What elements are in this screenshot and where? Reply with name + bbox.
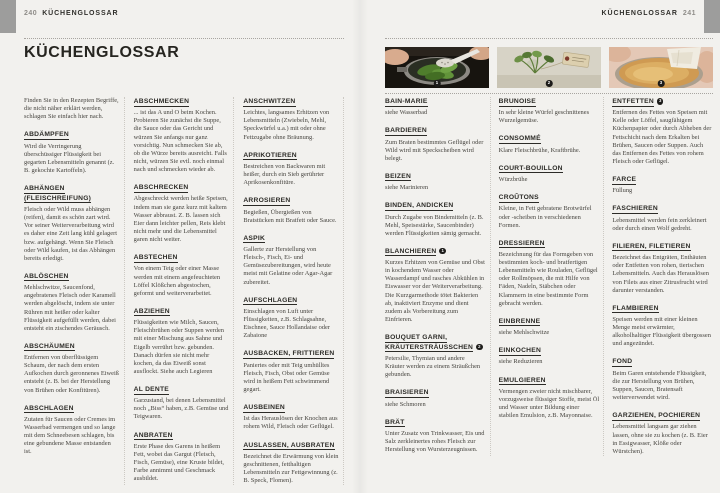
glossary-definition: siehe Wasserbad xyxy=(385,109,428,117)
glossary-columns-left xyxy=(24,97,344,485)
glossary-term xyxy=(385,418,486,428)
glossary-term-text: AUSLASSEN, AUSBRATEN xyxy=(243,441,335,449)
glossary-term xyxy=(612,204,713,214)
glossary-term-text: CROÛTONS xyxy=(498,194,539,202)
photo-ref-marker: 2 xyxy=(476,344,483,351)
glossary-term xyxy=(612,242,713,252)
glossary-definition: Bezeichnung für das Formgeben von bestimmten koch- und bratfertigen Lebensmitteln wie Rouladen, Geflügel oder Rollmöpsen, die mit Hilfe von Fäden, Nadeln, Stäbchen oder Klammern in eine bestimmte Form gebracht werden. xyxy=(498,250,598,307)
glossary-definition: siehe Schmoren xyxy=(385,400,426,408)
glossary-term-text: AUFSCHLAGEN xyxy=(243,296,298,304)
glossary-entry xyxy=(499,239,600,308)
glossary-term xyxy=(385,97,486,107)
photo-ref-marker: 1 xyxy=(439,248,446,255)
glossary-term xyxy=(24,184,120,203)
glossary-term xyxy=(499,134,600,144)
glossary-entry xyxy=(385,247,486,324)
glossary-term xyxy=(134,253,230,263)
glossary-term-text: ABLÖSCHEN xyxy=(24,272,69,280)
glossary-definition: Beim Garen entstehende Flüssigkeit, die zur Herstellung von Brühen, Suppen, Saucen, Bratensaft weiterverwendet wird. xyxy=(612,369,707,402)
glossary-definition: Entfernen von überflüssigem Schaum, der nach dem ersten Aufkochen durch geronnenes Eiweiß entsteht (z. B. bei der Herstellung von Brühen oder Konfitüren). xyxy=(24,354,119,394)
photo-ref-marker: 3 xyxy=(657,98,664,105)
glossary-term-text: EMULGIEREN xyxy=(498,376,546,384)
glossary-column xyxy=(24,97,125,485)
glossary-term-text: FILIEREN, FILETIEREN xyxy=(612,242,691,250)
glossary-definition: Lebensmittel werden fein zerkleinert oder durch einen Wolf gedreht. xyxy=(612,216,707,232)
glossary-term-text: ABDÄMPFEN xyxy=(24,131,69,139)
glossary-term xyxy=(24,404,120,414)
glossary-entry xyxy=(499,193,600,230)
glossary-term xyxy=(243,97,339,107)
glossary-entry xyxy=(243,441,339,486)
glossary-term-text: ABZIEHEN xyxy=(133,307,170,315)
glossary-column xyxy=(134,97,235,485)
running-head-label: KÜCHENGLOSSAR xyxy=(601,10,678,17)
glossary-term-text: APRIKOTIEREN xyxy=(243,151,297,159)
glossary-term-text: BEIZEN xyxy=(385,172,412,180)
glossary-term-text: ABSCHRECKEN xyxy=(133,184,189,192)
photo-blanchieren xyxy=(385,47,489,88)
glossary-definition: Speisen werden mit einer kleinen Menge meist erwärmter, alkoholhaltiger Flüssigkeit übergossen und angezündet. xyxy=(612,315,711,348)
glossary-entry xyxy=(385,172,486,192)
glossary-entry xyxy=(385,333,486,379)
running-head-left xyxy=(24,10,118,17)
glossary-entry xyxy=(24,342,120,395)
glossary-entry xyxy=(612,304,713,349)
glossary-entry xyxy=(24,404,120,457)
photo-entfetten xyxy=(609,47,713,88)
running-head-right xyxy=(602,10,696,17)
glossary-definition: In sehr kleine Würfel geschnittenes Wurzelgemüse. xyxy=(498,109,590,125)
glossary-term-text: EINKOCHEN xyxy=(498,347,542,355)
glossary-term-text: GARZIEHEN, POCHIEREN xyxy=(612,412,701,420)
glossary-entry xyxy=(385,126,486,163)
glossary-definition: Klare Fleischbrühe, Kraftbrühe. xyxy=(498,146,581,154)
glossary-entry xyxy=(243,196,339,224)
glossary-term xyxy=(612,411,713,421)
glossary-entry xyxy=(385,201,486,238)
glossary-entry xyxy=(134,431,230,484)
glossary-column xyxy=(612,97,713,456)
glossary-term xyxy=(499,239,600,249)
glossary-term-text: BRÄT xyxy=(385,418,405,426)
glossary-term xyxy=(243,196,339,206)
glossary-definition: Einschlagen von Luft unter Flüssigkeiten, z.B. Schlagsahne, Eischnee, Sauce Hollandaise oder Zabaione xyxy=(243,307,330,340)
glossary-entry xyxy=(385,418,486,455)
glossary-entry xyxy=(134,183,230,244)
running-head-label: KÜCHENGLOSSAR xyxy=(42,10,119,17)
glossary-entry xyxy=(243,97,339,142)
page-number: 240 xyxy=(24,10,38,17)
glossary-definition: Erste Phase des Garens in heißem Fett, wobei das Gargut (Fleisch, Fisch, Gemüse), eine Kruste bildet, Farbe annimmt und Geschmack ausbildet. xyxy=(133,442,225,483)
glossary-definition: Würzbrühe xyxy=(498,176,528,184)
glossary-term-text: AL DENTE xyxy=(133,386,169,393)
glossary-columns-right xyxy=(385,97,713,456)
glossary-definition: Bestreichen von Backwaren mit heißer, durch ein Sieb gerührter Aprikosenkonfitüre. xyxy=(243,162,326,187)
glossary-definition: siehe Marinieren xyxy=(385,184,429,192)
glossary-definition: Kurzes Erhitzen von Gemüse und Obst in kochendem Wasser oder Wasserdampf und rasches Abkühlen in Eiswasser vor der Weiterverarbeitung. Die Kurzgarmethode tötet Bakterien ab, inaktiviert Enzyme und dient zudem als Vorbereitung zum Einfrieren. xyxy=(385,259,485,323)
glossary-entry xyxy=(24,272,120,333)
glossary-term-text: AUSBEINEN xyxy=(243,404,285,412)
glossary-term xyxy=(499,376,600,386)
glossary-entry xyxy=(243,296,339,341)
glossary-term-text: ABHÄNGEN (FLEISCHREIFUNG) xyxy=(24,185,92,202)
glossary-column xyxy=(499,97,605,456)
glossary-entry xyxy=(612,97,713,166)
glossary-entry xyxy=(243,234,339,287)
glossary-term xyxy=(243,441,339,451)
glossary-term-text: BARDIEREN xyxy=(385,127,428,135)
glossary-definition: Garzustand, bei denen Lebensmittel noch „Biss“ haben, z.B. Gemüse und Teigwaren. xyxy=(133,397,229,421)
glossary-entry xyxy=(499,317,600,337)
glossary-term xyxy=(612,97,713,107)
glossary-definition: siehe Reduzieren xyxy=(498,358,543,366)
glossary-column xyxy=(385,97,491,456)
book-page-right xyxy=(360,0,720,493)
glossary-term xyxy=(499,97,600,107)
glossary-term-text: DRESSIEREN xyxy=(498,239,545,247)
glossary-definition: Bezeichnet die Erwärmung von klein geschnittenen, fetthaltigen Lebensmitteln zur Fettgewinnung (z. B. Speck, Flomen). xyxy=(243,452,339,485)
glossary-entry xyxy=(134,385,230,422)
glossary-definition: Petersilie, Thymian und andere Kräuter werden zu einem Sträußchen gebunden. xyxy=(385,355,481,379)
glossary-term xyxy=(134,183,230,193)
glossary-term xyxy=(385,126,486,136)
glossary-term-text: FASCHIEREN xyxy=(612,205,658,213)
glossary-term-text: ASPIK xyxy=(243,234,266,242)
glossary-term xyxy=(134,307,230,317)
glossary-term-text: FOND xyxy=(612,358,633,366)
glossary-entry xyxy=(499,164,600,184)
glossary-term xyxy=(612,175,713,185)
glossary-definition: Wird die Verringerung überschüssiger Flüssigkeit bei gegarten Lebensmitteln genannt (z. B. gekochte Kartoffeln). xyxy=(24,142,115,174)
dotted-rule xyxy=(24,38,344,39)
glossary-definition: Entfernen des Fettes von Speisen mit Kelle oder Löffel, saugfähigem Küchenpapier oder durch Abheben der Fettschicht nach dem Erkalten bei Brühen, Saucen oder Suppen. Auch das Entfernen des Fettes von rohem Fleisch oder Geflügel. xyxy=(612,109,712,165)
glossary-definition: Fleisch oder Wild muss abhängen (reifen), damit es schön zart wird. Vor seiner Weiterverarbeitung wird es daher eine Zeit lang kühl gelagert bzw. aufgehängt. Wenn Sie Fleisch oder Wild kaufen, ist das Abhängen bereits erledigt. xyxy=(24,206,117,262)
glossary-term-text: BRUNOISE xyxy=(498,98,536,105)
glossary-entry xyxy=(134,97,230,174)
glossary-entry xyxy=(243,151,339,188)
glossary-term-text: FARCE xyxy=(612,176,637,184)
glossary-definition: Vermengen zweier nicht mischbarer, vorzugsweise flüssiger Stoffe, meist Öl und Wasser unter Bildung einer stabilen Emulsion, z.B. Mayonnaise. xyxy=(498,387,600,420)
glossary-definition: ... ist das A und O beim Kochen. Probieren Sie zunächst die Suppe, die Sauce oder das Gericht und würzen Sie anfangs nur ganz vorsichtig. Nun schmecken Sie ab, ob die Würze bereits ausreicht. Falls nicht, würzen Sie evtl. noch einmal nach und schmecken wieder ab. xyxy=(133,109,227,174)
glossary-definition: siehe Mehlschwitze xyxy=(498,329,550,337)
glossary-term xyxy=(385,172,486,182)
glossary-entry xyxy=(243,349,339,394)
glossary-term xyxy=(134,385,230,395)
glossary-term xyxy=(499,317,600,327)
glossary-definition: Ist das Herauslösen der Knochen aus rohem Wild, Fleisch oder Geflügel. xyxy=(243,415,338,431)
glossary-entry xyxy=(243,403,339,431)
glossary-term-text: BINDEN, ANDICKEN xyxy=(385,202,454,210)
glossary-entry xyxy=(499,346,600,366)
glossary-entry xyxy=(499,376,600,421)
glossary-definition: Bezeichnet das Entgräten, Enthäuten oder Entfetten von rohen, tierischen Lebensmitteln. Auch das Herauslösen von Filets aus einer Zitrusfrucht wird darunter verstanden. xyxy=(612,254,709,294)
glossary-term xyxy=(243,349,339,359)
glossary-intro: Finden Sie in den Rezepten Begriffe, die nicht näher erklärt werden, schlagen Sie einfach hier nach. xyxy=(24,97,119,121)
glossary-entry xyxy=(385,388,486,408)
glossary-term-text: ABSCHLAGEN xyxy=(24,404,74,412)
dotted-rule xyxy=(385,93,713,94)
glossary-definition: Abgeschreckt werden heiße Speisen, indem man sie ganz kurz mit kaltem Wasser abbraust. Z. B. lassen sich Eier dann leichter pellen, Reis klebt nicht mehr und die Lebensmittel garen nicht weiter. xyxy=(133,195,228,244)
glossary-term xyxy=(134,97,230,107)
glossary-term-text: FLAMBIEREN xyxy=(612,304,659,312)
glossary-term-text: EINBRENNE xyxy=(498,317,541,325)
glossary-definition: Mehlschwitze, Saucenfond, angebratenes Fleisch oder Karamell werden abgelöscht, indem sie unter Rühren mit heißer oder kalter Flüssigkeit aufgefüllt werden, dabei entsteht ein zischendes Geräusch. xyxy=(24,284,116,332)
glossary-term-text: ABSCHMECKEN xyxy=(133,98,190,105)
glossary-term xyxy=(385,247,486,257)
photo-strip xyxy=(385,47,713,88)
glossary-entry xyxy=(612,411,713,456)
glossary-entry xyxy=(612,357,713,402)
glossary-term-text: ABSCHÄUMEN xyxy=(24,342,75,350)
glossary-entry xyxy=(612,175,713,195)
glossary-term xyxy=(612,304,713,314)
glossary-term xyxy=(385,201,486,211)
glossary-definition: Paniertes oder mit Teig umhülltes Fleisch, Fisch, Obst oder Gemüse wird in heißem Fett schwimmend gegart. xyxy=(243,361,330,393)
glossary-term-text: ENTFETTEN xyxy=(612,98,654,105)
glossary-entry xyxy=(134,307,230,376)
glossary-term-text: BAIN-MARIE xyxy=(385,98,428,105)
photo-marker: 2 xyxy=(546,80,553,87)
glossary-definition: Lebensmittel langsam gar ziehen lassen, ohne sie zu kochen (z. B. Eier in Essigwasser, Klöße oder Würstchen). xyxy=(612,423,708,455)
glossary-definition: Zutaten für Saucen oder Cremes im Wasserbad vermengen und so lange mit dem Schneebesen schlagen, bis eine gebundene Masse entstanden ist. xyxy=(24,415,116,456)
glossary-definition: Füllung xyxy=(612,187,633,195)
glossary-term xyxy=(385,333,486,352)
glossary-term-text: BRAISIEREN xyxy=(385,389,429,397)
glossary-entry xyxy=(612,242,713,295)
glossary-definition: Kleine, in Fett gebratene Brotwürfel oder -scheiben in verschiedenen Formen. xyxy=(498,205,592,229)
glossary-term-text: BLANCHIEREN xyxy=(385,247,437,255)
glossary-entry xyxy=(499,134,600,154)
glossary-term xyxy=(24,342,120,352)
glossary-term xyxy=(243,234,339,244)
glossary-definition: Begießen, Übergießen von Bratstücken mit Bratfett oder Sauce. xyxy=(243,208,337,224)
glossary-definition: Zum Braten bestimmtes Geflügel oder Wild wird mit Speckscheiben wird belegt. xyxy=(385,138,484,162)
glossary-entry xyxy=(24,184,120,263)
glossary-term xyxy=(499,346,600,356)
photo-marker: 1 xyxy=(434,80,441,87)
dotted-rule xyxy=(385,38,713,39)
glossary-term-text: COURT-BOUILLON xyxy=(498,164,563,172)
glossary-definition: Von einem Teig oder einer Masse werden mit einem angefeuchteten Löffel Klößchen abgestochen, geformt und weiterverarbeitet. xyxy=(133,265,221,297)
glossary-term-text: ABSTECHEN xyxy=(133,254,178,262)
glossary-term-text: BOUQUET GARNI, KRÄUTERSTRÄUSSCHEN xyxy=(385,334,474,351)
glossary-term xyxy=(499,164,600,174)
glossary-term xyxy=(243,296,339,306)
glossary-definition: Flüssigkeiten wie Milch, Saucen, Fleischbrühen oder Suppen werden mit einer Mischung aus Sahne und Eigelb verrührt bzw. gebunden. Danach dürfen sie nicht mehr kochen, da das Eiweiß sonst ausflockt. Siehe auch Legieren xyxy=(133,319,225,375)
glossary-definition: Leichtes, langsames Erhitzen von Lebensmitteln (Zwiebeln, Mehl, Speckwürfel u.a.) mit oder ohne Fettzugabe ohne Bräunung. xyxy=(243,109,330,141)
glossary-term xyxy=(243,151,339,161)
glossary-definition: Gallerte zur Herstellung von Fleisch-, Fisch, Ei- und Gemüsezubereitungen, wird heute meist mit Gelatine oder Agar-Agar zubereitet. xyxy=(243,246,333,286)
glossary-term xyxy=(243,403,339,413)
photo-marker: 3 xyxy=(658,80,665,87)
glossary-entry xyxy=(499,97,600,125)
glossary-term-text: AUSBACKEN, FRITTIEREN xyxy=(243,350,335,358)
glossary-entry xyxy=(612,204,713,232)
glossary-term xyxy=(134,431,230,441)
glossary-term xyxy=(385,388,486,398)
glossary-definition: Unter Zusatz von Trinkwasser, Eis und Salz zerkleinertes rohes Fleisch zur Herstellung von Wursterzeugnissen. xyxy=(385,429,485,454)
glossary-column xyxy=(243,97,344,485)
glossary-entry xyxy=(385,97,486,117)
glossary-term xyxy=(612,357,713,367)
glossary-term xyxy=(24,130,120,140)
page-title: KÜCHENGLOSSAR xyxy=(24,44,180,61)
glossary-term-text: ARROSIEREN xyxy=(243,197,291,205)
glossary-entry xyxy=(134,253,230,298)
glossary-definition: Durch Zugabe von Bindemitteln (z. B. Mehl, Speisestärke, Saucenbinder) werden Flüssigkeiten sämig gemacht. xyxy=(385,213,484,237)
glossary-term-text: ANBRATEN xyxy=(133,431,173,439)
page-number: 241 xyxy=(682,10,696,17)
photo-bouquet-garni xyxy=(497,47,601,88)
glossary-term xyxy=(24,272,120,282)
glossary-term-text: ANSCHWITZEN xyxy=(243,98,296,105)
glossary-term-text: CONSOMMÉ xyxy=(498,135,541,143)
glossary-entry xyxy=(24,130,120,175)
glossary-term xyxy=(499,193,600,203)
